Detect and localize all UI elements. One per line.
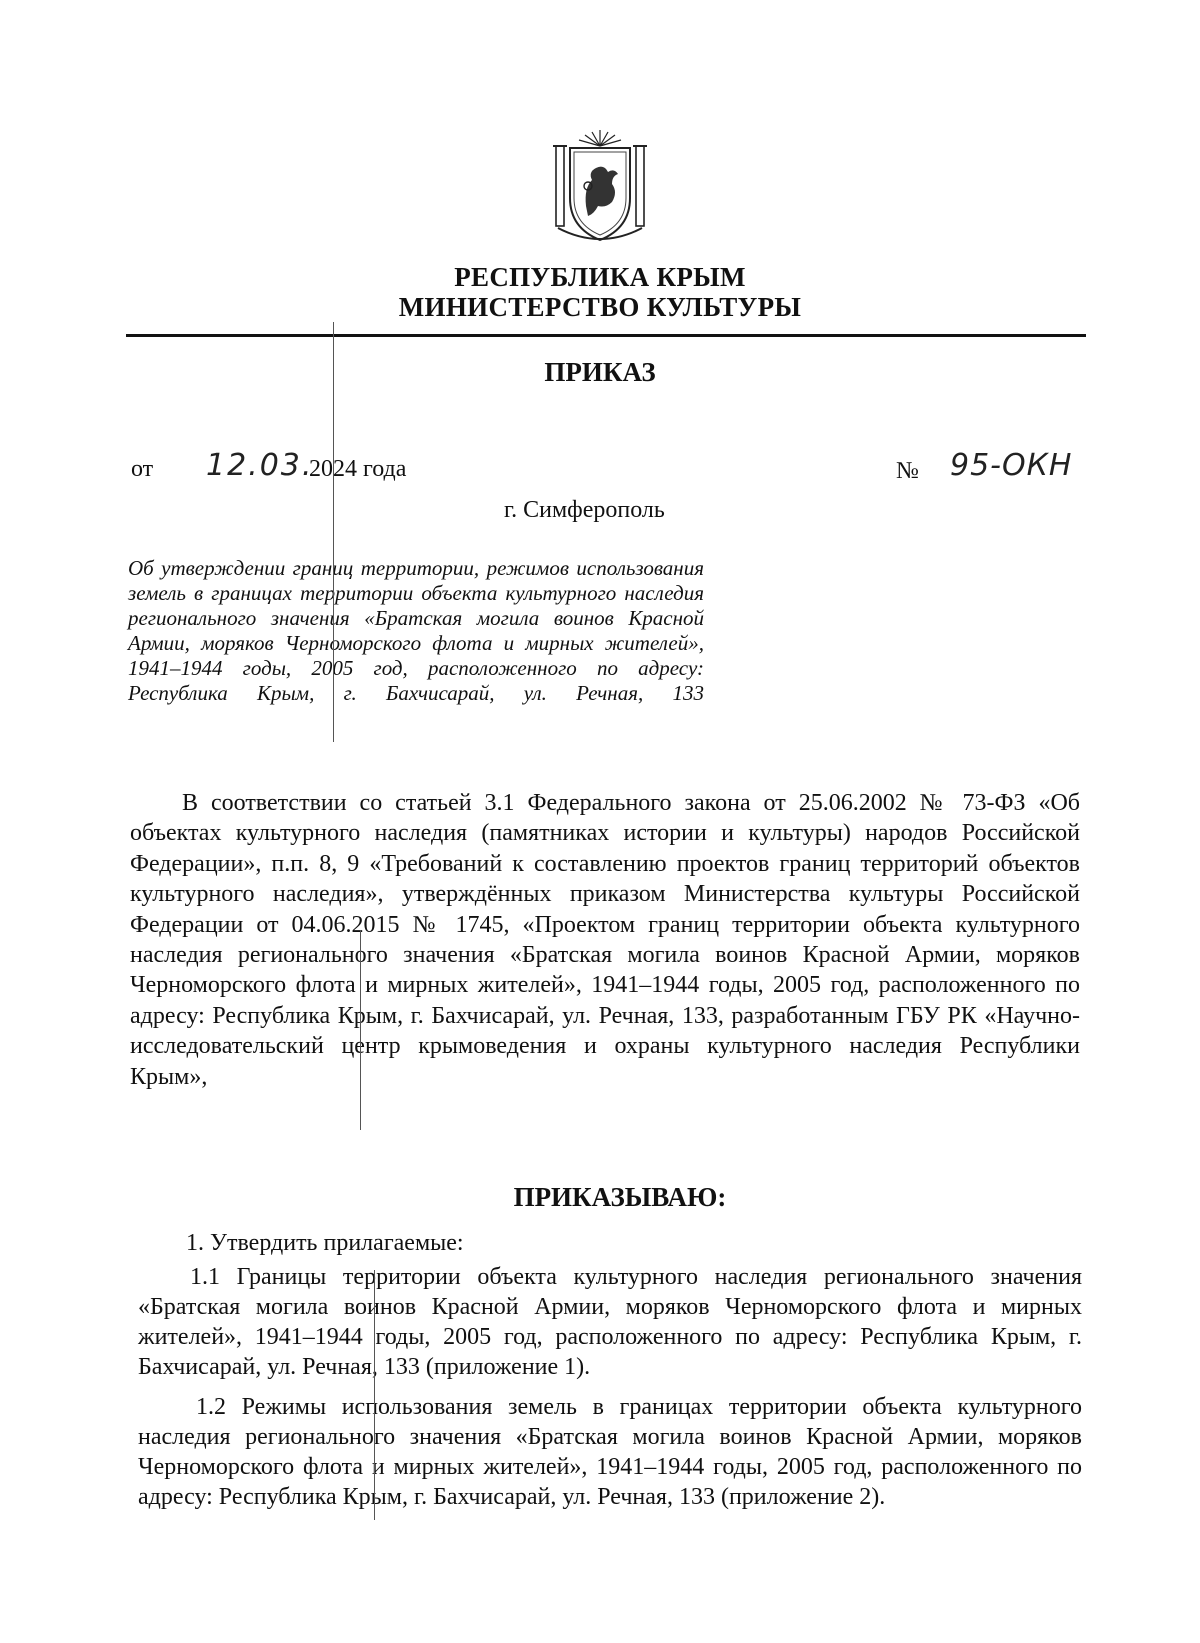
order-title: ПРИКАЗЫВАЮ: [513, 1182, 727, 1212]
city: г. Симферополь [504, 497, 665, 523]
scan-artifact-line [360, 930, 361, 1130]
document-type: ПРИКАЗ [544, 357, 656, 387]
number-handwritten: 95-ОКН [950, 448, 1073, 483]
number-sign: № [896, 458, 919, 484]
order-item-1-1: 1.1 Границы территории объекта культурного наследия регионального значения «Братская могила воинов Красной Армии, моряков Черноморского флота и мирных жителей», 1941–1944 годы, 2005 год, расположенного по адресу: Республика Крым, г. Бахчисарай, ул. Речная, 133 (приложение 1). [138, 1264, 1082, 1380]
crimea-coat-of-arms-icon [548, 128, 652, 246]
intro-paragraph: В соответствии со статьей 3.1 Федерального закона от 25.06.2002 № 73-ФЗ «Об объектах культурного наследия (памятниках истории и культуры) народов Российской Федерации», п.п. 8, 9 «Требований к составлению проектов границ территорий объектов культурного наследия», утверждённых приказом Министерства культуры Российской Федерации от 04.06.2015 № 1745, «Проектом границ территории объекта культурного наследия регионального значения «Братская могила воинов Красной Армии, моряков Черноморского флота и мирных жителей», 1941–1944 годы, 2005 год, расположенного по адресу: Республика Крым, г. Бахчисарай, ул. Речная, 133, разработанным ГБУ РК «Научно-исследовательский центр крымоведения и охраны культурного наследия Республики Крым», [130, 790, 1080, 1090]
date-year: 2024 года [309, 456, 407, 482]
scan-artifact-line [374, 1270, 375, 1520]
org-name-ministry: МИНИСТЕРСТВО КУЛЬТУРЫ [398, 292, 802, 322]
header-divider [126, 334, 1086, 337]
order-item-1: 1. Утвердить прилагаемые: [186, 1230, 464, 1256]
scan-artifact-line [333, 322, 334, 742]
date-handwritten: 12.03. [206, 448, 314, 483]
org-name-republic: РЕСПУБЛИКА КРЫМ [454, 262, 746, 292]
subject-heading: Об утверждении границ территории, режимов использования земель в границах территории объекта культурного наследия регионального значения «Братская могила воинов Красной Армии, моряков Черноморского флота и мирных жителей», 1941–1944 годы, 2005 год, расположенного по адресу: Республика Крым, г. Бахчисарай, ул. Речная, 133 [128, 556, 704, 705]
order-item-1-2: 1.2 Режимы использования земель в границах территории объекта культурного наследия регионального значения «Братская могила воинов Красной Армии, моряков Черноморского флота и мирных жителей», 1941–1944 годы, 2005 год, расположенного по адресу: Республика Крым, г. Бахчисарай, ул. Речная, 133 (приложение 2). [138, 1394, 1082, 1510]
date-prefix: от [131, 456, 154, 482]
